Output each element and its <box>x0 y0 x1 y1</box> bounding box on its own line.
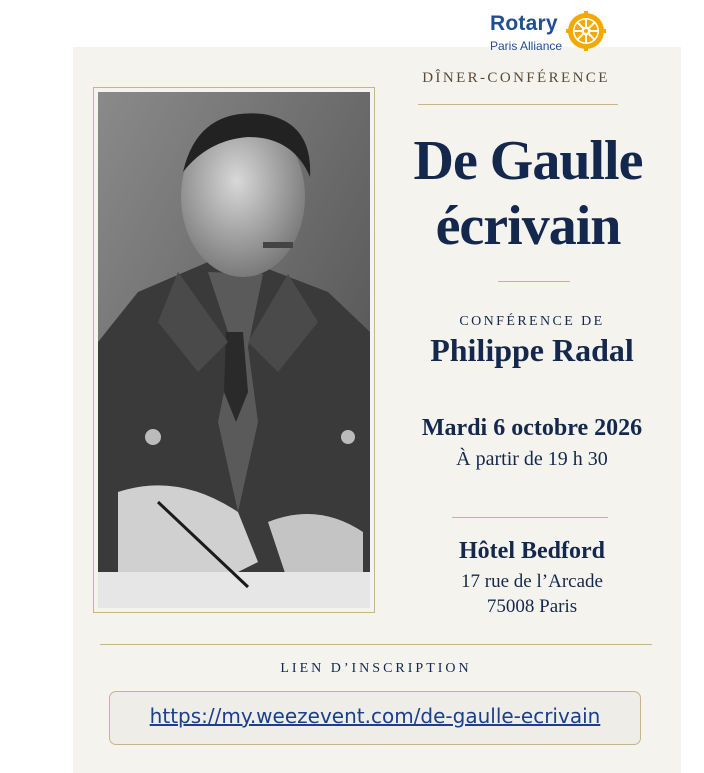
event-date: Mardi 6 octobre 2026 <box>421 415 643 441</box>
venue-street: 17 rue de l’Arcade <box>461 571 603 592</box>
divider <box>452 517 608 518</box>
venue-city: 75008 Paris <box>486 596 578 617</box>
portrait-photo <box>98 92 370 608</box>
portrait-frame <box>93 87 375 613</box>
divider <box>100 644 652 645</box>
divider <box>498 281 570 282</box>
title-line-1: De Gaulle <box>413 130 643 192</box>
speaker-intro: CONFÉRENCE DE <box>459 314 605 329</box>
registration-link-box <box>109 691 641 745</box>
logo-word: Rotary <box>490 12 558 35</box>
event-time: À partir de 19 h 30 <box>456 448 608 470</box>
logo-subtitle: Paris Alliance <box>490 39 563 53</box>
rotary-logo <box>478 6 618 56</box>
rotary-wheel-icon <box>565 10 607 52</box>
registration-label: LIEN D’INSCRIPTION <box>280 661 472 676</box>
speaker-name: Philippe Radal <box>430 332 634 368</box>
registration-link[interactable]: https://my.weezevent.com/de-gaulle-ecrivain <box>149 704 601 728</box>
title-line-2: écrivain <box>435 195 621 257</box>
divider <box>418 104 618 105</box>
venue-name: Hôtel Bedford <box>459 538 605 564</box>
event-type: DÎNER-CONFÉRENCE <box>422 70 610 86</box>
